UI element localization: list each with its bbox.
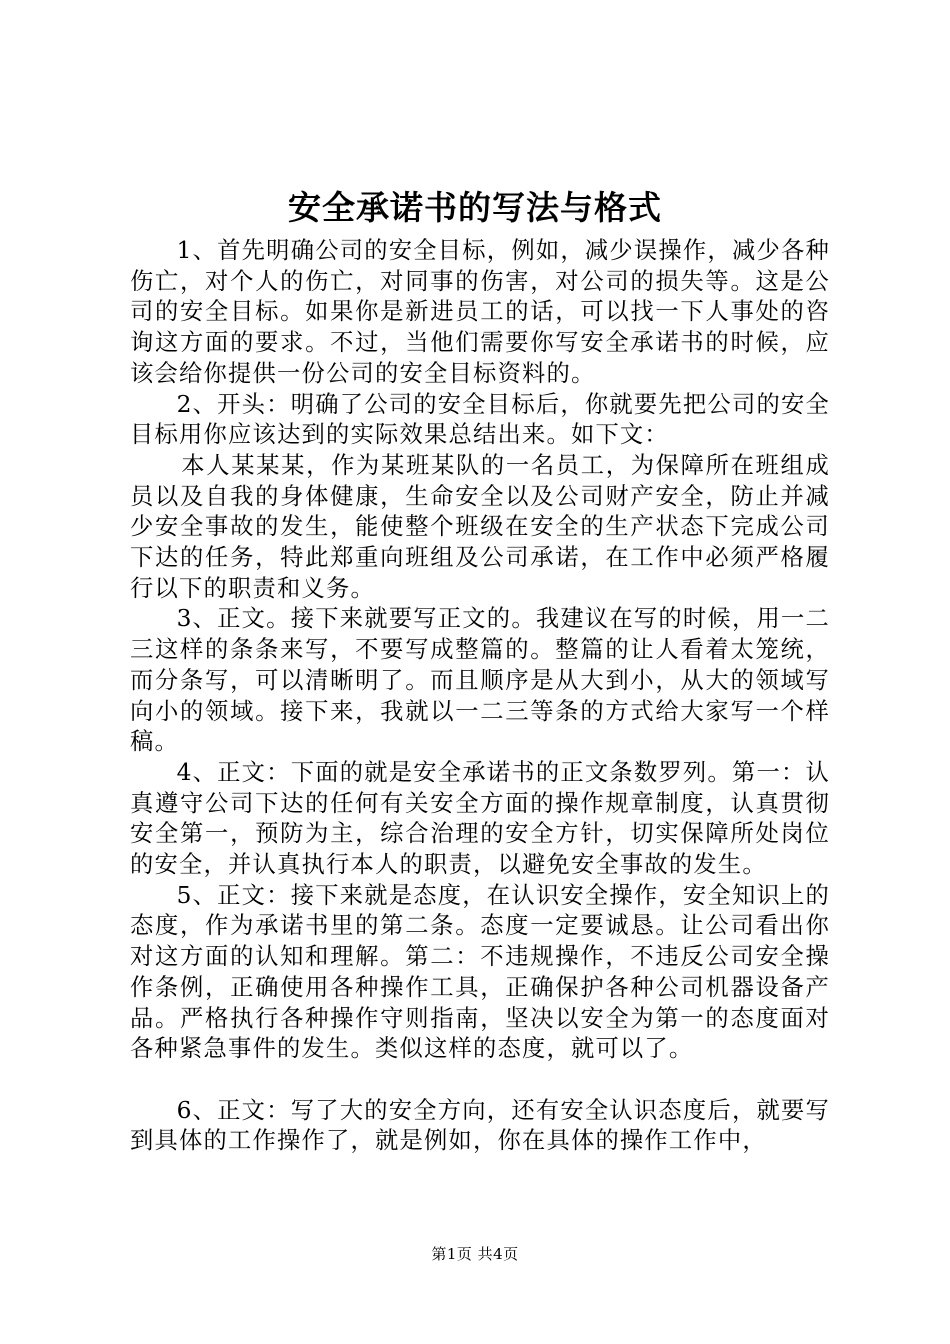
paragraph-quote: 本人某某某，作为某班某队的一名员工，为保障所在班组成员以及自我的身体健康，生命安全以及公司财产安全，防止并减少安全事故的发生，能使整个班级在安全的生产状态下完成公司下达的任务，特此郑重向班组及公司承诺，在工作中必须严格履行以下的职责和义务。 [130,451,830,602]
page-title: 安全承诺书的写法与格式 [288,188,662,227]
paragraph-5: 5、正文：接下来就是态度，在认识安全操作，安全知识上的态度，作为承诺书里的第二条。态度一定要诚恳。让公司看出你对这方面的认知和理解。第二：不违规操作，不违反公司安全操作条例，正确使用各种操作工具，正确保护各种公司机器设备产品。严格执行各种操作守则指南，坚决以安全为第一的态度面对各种紧急事件的发生。类似这样的态度，就可以了。 [130,881,830,1063]
paragraph-1: 1、首先明确公司的安全目标，例如，减少误操作，减少各种伤亡，对个人的伤亡，对同事的伤害，对公司的损失等。这是公司的安全目标。如果你是新进员工的话，可以找一下人事处的咨询这方面的要求。不过，当他们需要你写安全承诺书的时候，应该会给你提供一份公司的安全目标资料的。 [130,237,830,387]
page-number-footer: 第1页 共4页 [431,1245,519,1263]
paragraph-4: 4、正文：下面的就是安全承诺书的正文条数罗列。第一：认真遵守公司下达的任何有关安全方面的操作规章制度，认真贯彻安全第一，预防为主，综合治理的安全方针，切实保障所处岗位的安全，并认真执行本人的职责，以避免安全事故的发生。 [130,758,830,879]
document-body [130,236,830,1157]
paragraph-6: 6、正文：写了大的安全方向，还有安全认识态度后，就要写到具体的工作操作了，就是例如，你在具体的操作工作中， [130,1096,830,1155]
paragraph-3: 3、正文。接下来就要写正文的。我建议在写的时候，用一二三这样的条条来写，不要写成整篇的。整篇的让人看着太笼统，而分条写，可以清晰明了。而且顺序是从大到小，从大的领域写向小的领域。接下来，我就以一二三等条的方式给大家写一个样稿。 [130,605,830,756]
paragraph-2: 2、开头：明确了公司的安全目标后，你就要先把公司的安全目标用你应该达到的实际效果总结出来。如下文： [130,390,830,449]
